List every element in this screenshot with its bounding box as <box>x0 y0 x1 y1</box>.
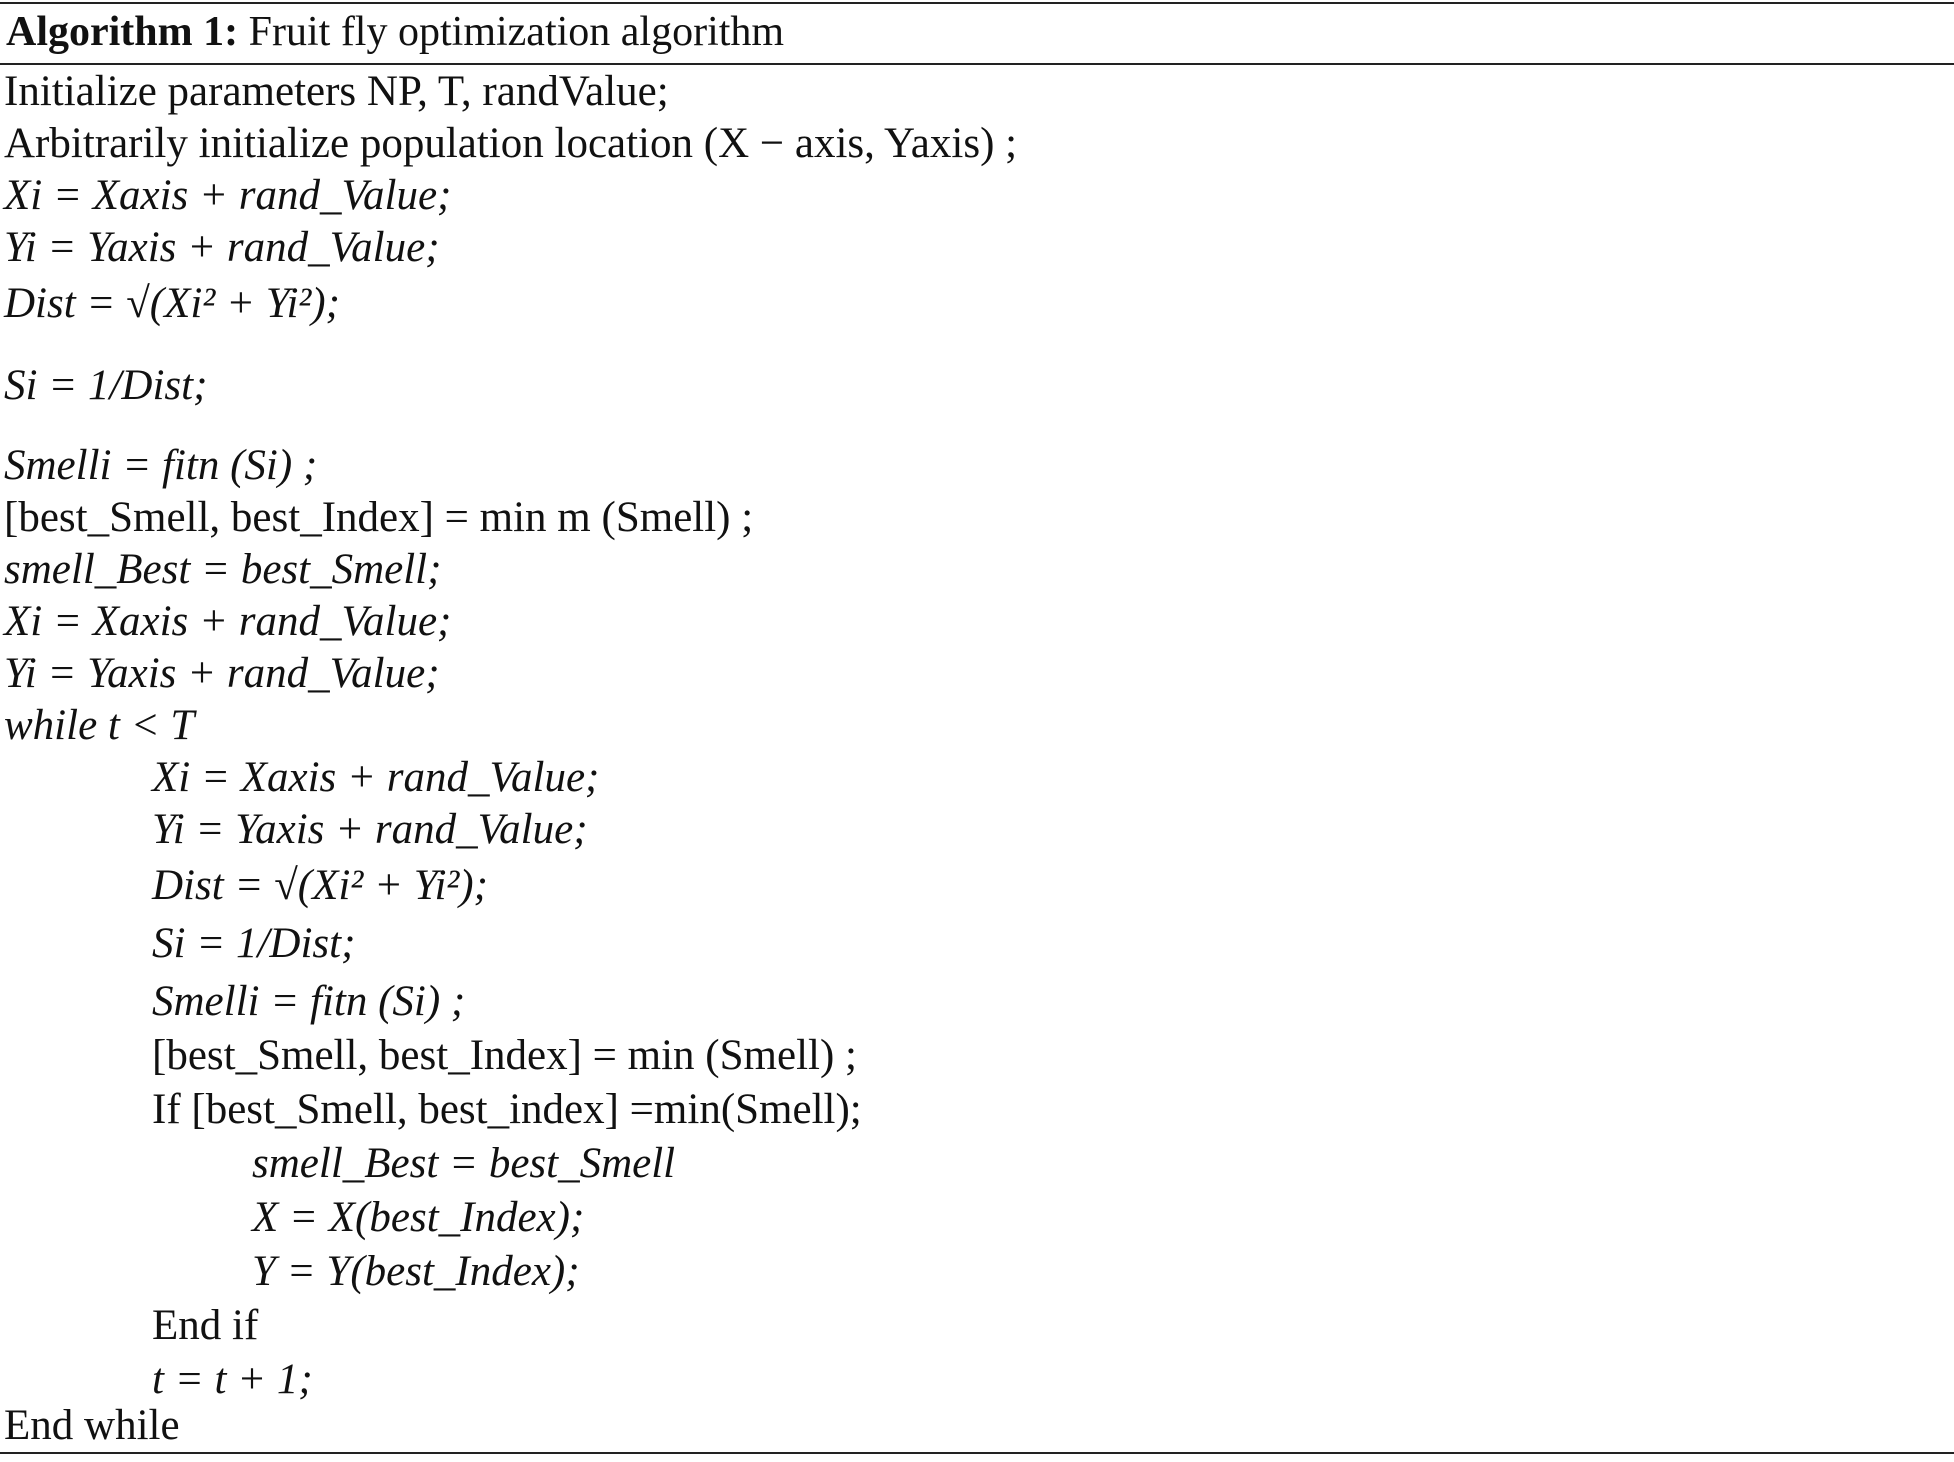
algo-line-5: Dist = √(Xi² + Yi²); <box>4 280 340 327</box>
algo-line-15: Dist = √(Xi² + Yi²); <box>152 862 488 909</box>
algo-line-17: Smelli = fitn (Si) ; <box>152 978 466 1025</box>
algo-line-8: [best_Smell, best_Index] = min m (Smell) ; <box>4 494 754 541</box>
algo-line-13: Xi = Xaxis + rand_Value; <box>152 754 600 801</box>
algorithm-title <box>6 4 784 60</box>
algorithm-label: Algorithm 1: <box>6 9 239 55</box>
algo-line-2: Arbitrarily initialize population location (X − axis, Yaxis) ; <box>4 120 1018 167</box>
algo-line-21: X = X(best_Index); <box>252 1194 585 1241</box>
algo-line-9: smell_Best = best_Smell; <box>4 546 442 593</box>
algo-line-1: Initialize parameters NP, T, randValue; <box>4 68 669 115</box>
algo-line-14: Yi = Yaxis + rand_Value; <box>152 806 588 853</box>
algo-line-11: Yi = Yaxis + rand_Value; <box>4 650 440 697</box>
algo-line-22: Y = Y(best_Index); <box>252 1248 580 1295</box>
algo-line-24: t = t + 1; <box>152 1356 313 1403</box>
algo-line-25: End while <box>4 1402 180 1449</box>
bottom-rule <box>0 1452 1954 1454</box>
header-rule <box>0 63 1954 65</box>
algo-line-19: If [best_Smell, best_index] =min(Smell); <box>152 1086 862 1133</box>
algo-line-7: Smelli = fitn (Si) ; <box>4 442 318 489</box>
algo-line-6: Si = 1/Dist; <box>4 362 208 409</box>
algo-line-3: Xi = Xaxis + rand_Value; <box>4 172 452 219</box>
algo-line-4: Yi = Yaxis + rand_Value; <box>4 224 440 271</box>
algo-line-10: Xi = Xaxis + rand_Value; <box>4 598 452 645</box>
algo-line-23: End if <box>152 1302 259 1349</box>
algo-line-12: while t < T <box>4 702 195 749</box>
algo-line-16: Si = 1/Dist; <box>152 920 356 967</box>
algo-line-18: [best_Smell, best_Index] = min (Smell) ; <box>152 1032 857 1079</box>
algorithm-name: Fruit fly optimization algorithm <box>248 9 785 55</box>
algo-line-20: smell_Best = best_Smell <box>252 1140 676 1187</box>
